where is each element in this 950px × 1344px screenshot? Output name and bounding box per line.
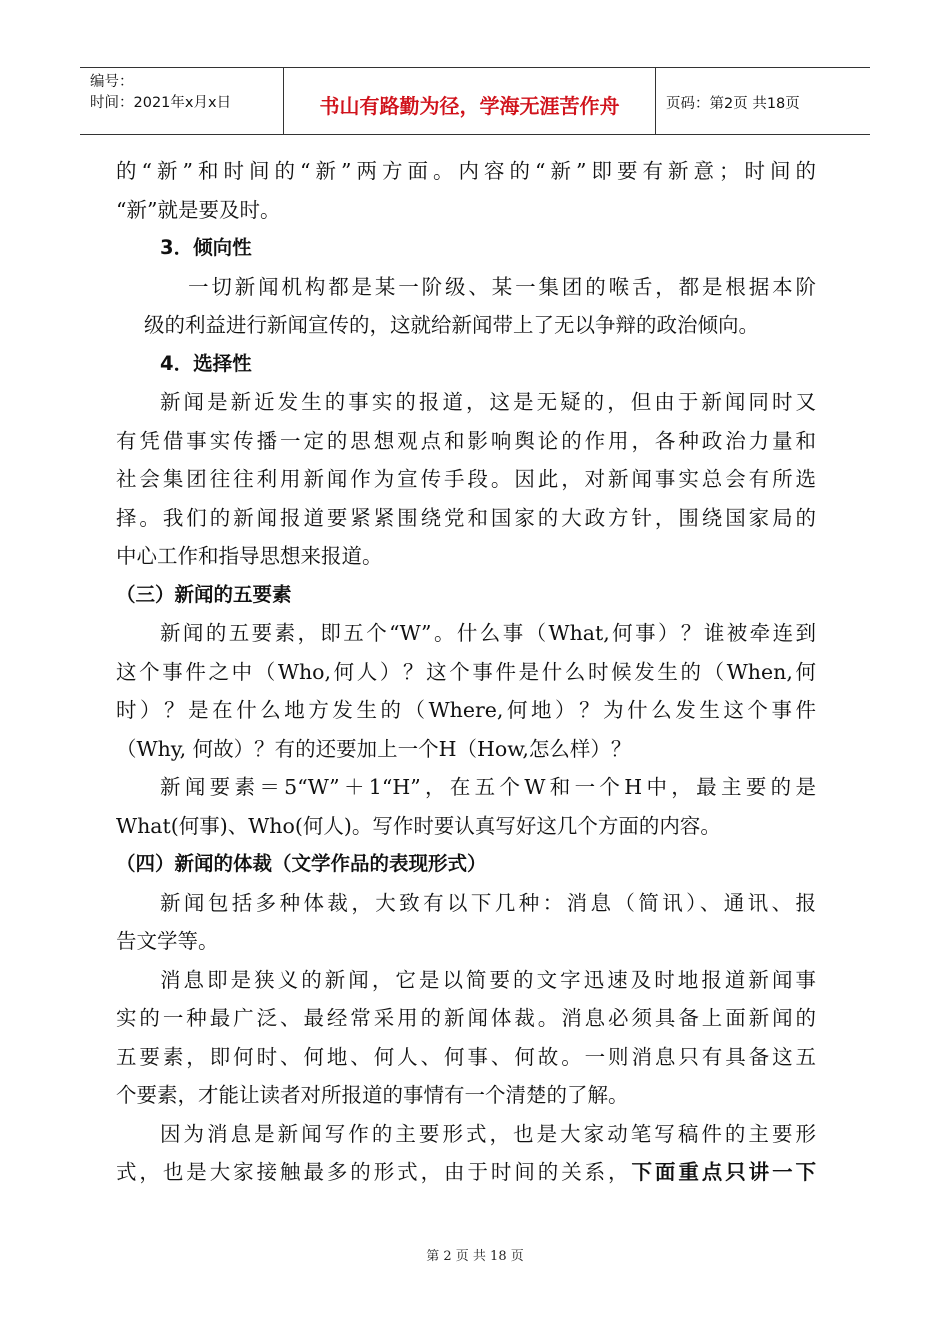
paragraph-line: 实的一种最广泛、最经常采用的新闻体裁。消息必须具备上面新闻的 (116, 1006, 816, 1030)
paragraph-line: 个要素，才能让读者对所报道的事情有一个清楚的了解。 (116, 1083, 629, 1107)
paragraph-line: 告文学等。 (116, 929, 219, 953)
line-text: 式，也是大家接触最多的形式，由于时间的关系， (116, 1160, 632, 1184)
bold-emphasis: 下面重点只讲一下 (631, 1160, 817, 1184)
paragraph-line: 一切新闻机构都是某一阶级、某一集团的喉舌，都是根据本阶 (188, 274, 816, 299)
document-header (80, 67, 870, 135)
paragraph-line: 新闻是新近发生的事实的报道，这是无疑的，但由于新闻同时又 (160, 390, 816, 414)
header-meta (80, 68, 284, 134)
paragraph-line: “新”就是要及时。 (116, 197, 281, 222)
paragraph-line: 有凭借事实传播一定的思想观点和影响舆论的作用，各种政治力量和 (116, 428, 816, 453)
paragraph-line: 择。我们的新闻报道要紧紧围绕党和国家的大政方针，围绕国家局的 (116, 505, 816, 530)
paragraph-line: 的“新”和时间的“新”两方面。内容的“新”即要有新意；时间的 (116, 159, 816, 183)
paragraph-line: 新闻包括多种体裁，大致有以下几种：消息（简讯）、通讯、报 (160, 890, 816, 915)
paragraph-line (116, 1153, 816, 1192)
paragraph-line: 五要素，即何时、何地、何人、何事、何故。一则消息只有具备这五 (116, 1044, 816, 1069)
paragraph-line: What(何事)、Who(何人)。写作时要认真写好这几个方面的内容。 (116, 813, 721, 838)
paragraph-line: 因为消息是新闻写作的主要形式，也是大家动笔写稿件的主要形 (160, 1121, 816, 1146)
paragraph-line: （Why, 何故）？有的还要加上一个H（How,怎么样）？ (116, 736, 632, 761)
subsection-heading: 3．倾向性 (160, 236, 252, 259)
header-motto: 书山有路勤为径，学海无涯苦作舟 (284, 68, 656, 134)
number-label: 编号： (90, 74, 134, 90)
paragraph-line: 时）？是在什么地方发生的（Where,何地）？为什么发生这个事件 (116, 698, 816, 722)
subsection-heading: 4．选择性 (160, 351, 252, 375)
paragraph-line: 新闻的五要素，即五个“W”。什么事（What,何事）？谁被牵连到 (160, 621, 816, 645)
paragraph-line: 中心工作和指导思想来报道。 (116, 544, 383, 568)
section-heading: （三）新闻的五要素 (116, 582, 292, 606)
header-page-info: 页码：第2页 共18页 (666, 95, 800, 112)
paragraph-line: 消息即是狭义的新闻，它是以简要的文字迅速及时地报道新闻事 (160, 967, 816, 992)
page-footer: 第 2 页 共 18 页 (426, 1249, 524, 1264)
paragraph-line: 级的利益进行新闻宣传的，这就给新闻带上了无以争辩的政治倾向。 (144, 313, 759, 337)
date-label: 时间：2021年x月x日 (90, 95, 232, 111)
document-body (116, 152, 816, 1192)
paragraph-line: 社会集团往往利用新闻作为宣传手段。因此，对新闻事实总会有所选 (116, 467, 816, 491)
paragraph-line: 这个事件之中（Who,何人）？这个事件是什么时候发生的（When,何 (116, 659, 816, 684)
section-heading: （四）新闻的体裁（文学作品的表现形式） (116, 852, 487, 875)
paragraph-line: 新闻要素＝5“W”＋1“H”，在五个W和一个H中，最主要的是 (160, 775, 816, 799)
